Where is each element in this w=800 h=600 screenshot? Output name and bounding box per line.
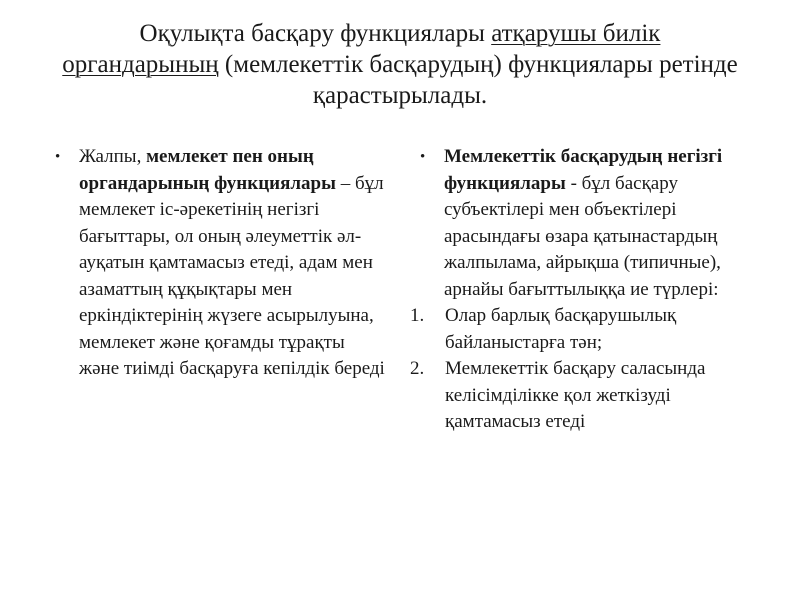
list-item	[410, 303, 740, 356]
title-part-1: Оқулықта басқару функциялары	[139, 20, 492, 47]
right-body-text: - бұл басқару субъектілері мен объектілері арасындағы өзара қатынастардың жалпылама, айрықша (типичные), арнайы бағыттылыққа ие түрлері:	[444, 172, 721, 300]
left-column	[55, 144, 385, 383]
list-item-text: Мемлекеттік басқару саласында келісімділікке қол жеткізуді қамтамасыз етеді	[445, 358, 706, 432]
slide-title	[60, 18, 740, 111]
left-bold-term: мемлекет пен оның органдарының функциялары	[79, 146, 336, 194]
list-item-text: Олар барлық басқарушылық байланыстарға тән;	[445, 305, 677, 353]
right-bullet-item	[420, 144, 740, 303]
left-bullet-item	[55, 144, 385, 383]
title-underlined-phrase: атқарушы билік органдарының	[62, 20, 661, 78]
right-column	[410, 144, 740, 436]
list-item	[410, 356, 740, 436]
title-part-3: (мемлекеттік басқарудың) функциялары ретінде қарастырылады.	[218, 51, 738, 109]
list-number: 2.	[410, 358, 425, 379]
numbered-list	[410, 303, 740, 436]
bullet-icon: •	[420, 149, 426, 165]
right-bold-term: Мемлекеттік басқарудың негізгі функциялары	[444, 146, 723, 194]
left-body-text: – бұл мемлекет іс-әрекетінің негізгі бағыттары, ол оның әлеуметтік әл-ауқатын қамтамасыз етеді, адам мен азаматтың құқықтары мен еркіндіктерінің жүзеге асырылуына, мемлекет және қоғамды тұрақты және тиімді басқаруға кепілдік береді	[79, 172, 385, 379]
bullet-icon: •	[55, 149, 61, 165]
left-lead-text: Жалпы,	[79, 146, 147, 167]
list-number: 1.	[410, 305, 425, 326]
